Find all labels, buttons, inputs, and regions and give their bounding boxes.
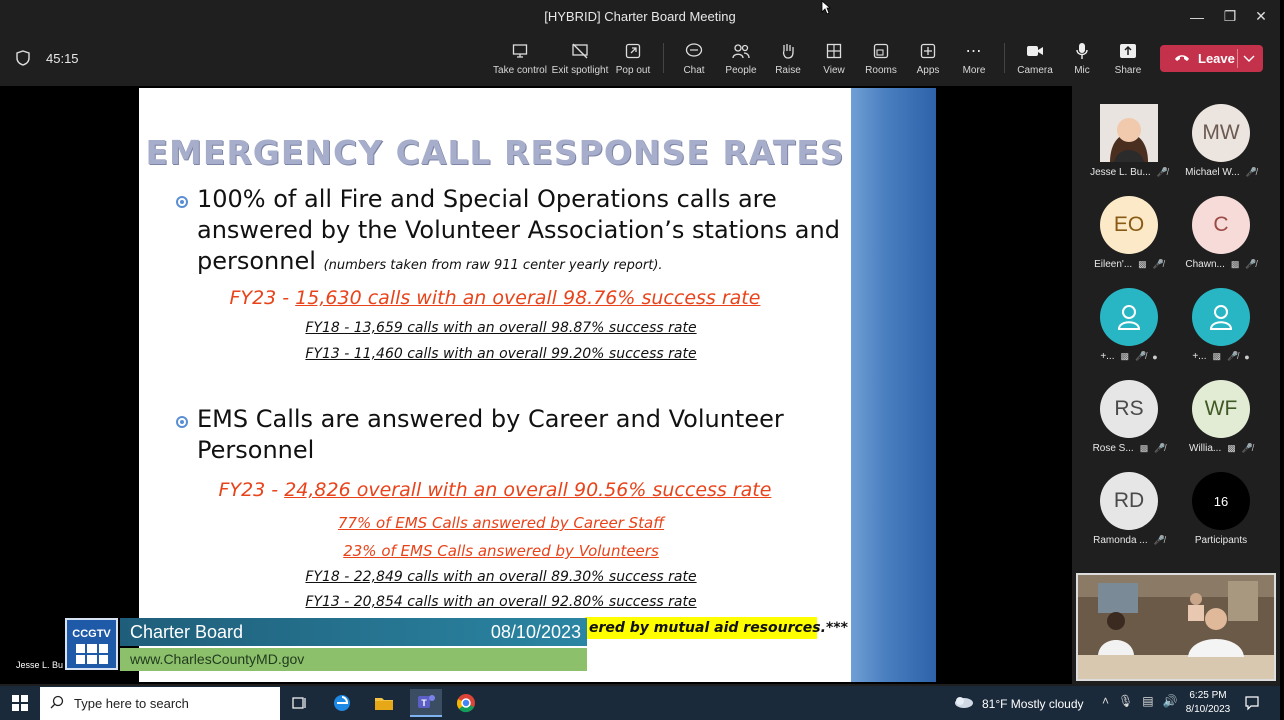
mouse-cursor-icon [821,0,831,15]
mic-muted-icon: 🎤̸ [1153,535,1165,545]
ems-fy23-stat [139,479,851,501]
camera-off-icon: ▩ [1139,443,1149,453]
rooms-label: Rooms [865,65,897,76]
speaker-icon[interactable]: 🔊 [1162,694,1178,708]
toolbar-divider [663,43,664,73]
shield-icon [16,50,30,66]
svg-text:T: T [421,698,427,708]
system-tray [1102,694,1178,708]
bullet2-line2: Personnel [197,436,315,464]
avatar-initials: RS [1100,380,1158,438]
participant-tile[interactable] [1084,370,1174,458]
mic-muted-icon: 🎤̸ [1152,259,1164,269]
camera-off-icon: ▩ [1138,259,1147,269]
participant-name: Rose S... [1092,443,1134,454]
mic-button[interactable] [1068,39,1096,83]
apps-button[interactable] [914,39,942,83]
chrome-icon[interactable] [450,689,482,717]
rooms-button[interactable] [864,39,898,83]
ccgtv-logo [65,618,118,670]
cloudy-weather-icon [952,695,974,712]
weather-widget[interactable] [952,695,1084,712]
avatar-initials: C [1192,196,1250,254]
avatar-initials: EO [1100,196,1158,254]
apps-icon [920,39,936,63]
participant-name-row [1084,167,1174,178]
ccgtv-logo-grid [76,644,108,664]
leave-divider [1237,49,1238,68]
bullet-icon [176,416,188,428]
bullet1-line3: personnel [197,247,316,275]
weather-text: 81°F Mostly cloudy [982,696,1084,711]
participant-tile[interactable] [1176,94,1266,182]
take-control-label: Take control [493,65,547,76]
participant-name: Willia... [1189,443,1222,454]
meeting-toolbar [0,33,1280,85]
chevron-down-icon[interactable] [1243,51,1255,66]
fire-fy13-stat: FY13 - 11,460 calls with an overall 99.20% success rate [305,346,697,362]
more-button[interactable] [960,39,988,83]
share-icon [1119,39,1137,63]
ems-fy18-stat: FY18 - 22,849 calls with an overall 89.30% success rate [305,569,697,585]
view-icon [826,39,842,63]
mic-label: Mic [1074,65,1090,76]
participant-name: Chawn... [1185,259,1225,270]
raise-hand-button[interactable] [774,39,802,83]
microphone-tray-icon[interactable]: 🎙 [1118,694,1134,708]
windows-logo-icon [12,695,28,711]
lower-third-url: www.CharlesCountyMD.gov [120,648,587,671]
people-label: People [725,65,757,76]
participant-tile[interactable] [1084,462,1174,550]
mic-muted-icon: 🎤̸ [1245,259,1257,269]
bullet1-note: (numbers taken from raw 911 center yearly report). [323,258,663,273]
shared-content-stage [0,86,1072,684]
bullet-icon [176,196,188,208]
participant-name-row [1176,443,1266,454]
mic-muted-icon: 🎤̸ [1227,351,1239,361]
camera-off-icon: ▩ [1120,351,1130,361]
bullet1-line2: answered by the Volunteer Association’s stations and [197,216,840,244]
mic-muted-icon: 🎤̸ [1245,167,1257,177]
participant-name: Eileen'... [1094,259,1133,270]
bullet1-line1: 100% of all Fire and Special Operations calls are [197,185,777,213]
toolbar-divider [1004,43,1005,73]
close-button[interactable]: ✕ [1255,8,1267,24]
program-name: Charter Board [130,622,244,642]
apps-label: Apps [916,65,940,76]
more-icon: ⋯ [965,43,983,60]
fire-fy18-stat: FY18 - 13,659 calls with an overall 98.87% success rate [305,320,697,336]
notifications-icon[interactable] [1244,695,1260,716]
exit-spotlight-button[interactable] [552,39,608,83]
slide-side-panel [851,88,936,682]
mic-muted-icon: 🎤̸ [1241,443,1253,453]
title-bar [0,0,1280,33]
clock-date: 8/10/2023 [1185,704,1231,715]
camera-icon [1026,39,1044,63]
fire-fy23-text: 15,630 calls with an overall 98.76% success rate [295,287,761,309]
chevron-up-icon[interactable]: ˄ [1102,694,1110,708]
ems-volunteer-stat: 23% of EMS Calls answered by Volunteers [343,542,659,560]
file-explorer-icon[interactable] [368,689,400,717]
teams-app-icon[interactable] [410,689,442,717]
mic-icon [1075,39,1089,63]
participant-name-row [1176,351,1266,362]
window-title: [HYBRID] Charter Board Meeting [544,9,736,24]
mic-muted-icon: 🎤̸ [1154,443,1166,453]
mic-muted-icon: 🎤̸ [1156,167,1168,177]
participant-tile[interactable] [1176,186,1266,274]
take-control-icon [512,39,528,63]
rooms-icon [873,39,889,63]
participant-name: Jesse L. Bu... [1090,167,1151,178]
view-label: View [823,65,845,76]
raise-hand-icon [780,39,796,63]
ems-career-stat: 77% of EMS Calls answered by Career Staff [337,514,665,532]
ccgtv-logo-text: CCGTV [72,628,111,640]
participant-name-row [1176,167,1266,178]
camera-off-icon: ▩ [1227,443,1236,453]
mutual-aid-footnote: ered by mutual aid resources.*** [585,617,817,639]
leave-label: Leave [1198,51,1235,66]
guest-avatar-icon [1192,288,1250,346]
clock-time: 6:25 PM [1189,690,1227,701]
bullet-fire-special-ops [197,184,847,281]
ems-fy23-text: 24,826 overall with an overall 90.56% success rate [284,479,772,501]
minimize-button[interactable]: — [1190,8,1204,25]
phone-hangup-icon [1174,51,1190,66]
participant-name-row [1176,259,1266,270]
participant-name: Ramonda ... [1093,535,1148,546]
search-icon [50,695,64,712]
exit-spotlight-icon [571,39,589,63]
windows-taskbar [0,686,1280,720]
room-video-feed [1078,575,1274,679]
bullet1-line3-wrap [197,246,847,281]
camera-button[interactable] [1018,39,1052,83]
network-icon[interactable]: ▤ [1142,694,1154,708]
participant-name-row [1084,443,1174,454]
search-placeholder: Type here to search [74,696,189,711]
participant-tile[interactable] [1084,94,1174,182]
chat-label: Chat [683,65,705,76]
person-icon: ● [1152,351,1158,362]
bullet2-line1: EMS Calls are answered by Career and Volunteer [197,405,784,433]
edge-browser-icon[interactable] [326,689,358,717]
avatar-initials: WF [1192,380,1250,438]
fire-fy23-prefix: FY23 - [229,287,296,309]
participant-tile[interactable] [1084,278,1174,366]
restore-button[interactable]: ❐ [1223,8,1237,24]
fire-fy23-stat [139,287,851,309]
share-button[interactable] [1114,39,1142,83]
view-button[interactable] [820,39,848,83]
share-label: Share [1114,65,1142,76]
participants-label: Participants [1194,535,1248,546]
participant-tile[interactable] [1176,370,1266,458]
participant-name: +... [1192,351,1207,362]
ems-fy23-prefix: FY23 - [218,479,285,501]
raise-label: Raise [775,65,801,76]
guest-avatar-icon [1100,288,1158,346]
meeting-timer: 45:15 [46,51,79,66]
self-view-video[interactable] [1076,573,1276,681]
participants-count: 16 [1192,472,1250,530]
slide-title: EMERGENCY CALL RESPONSE RATES [145,133,845,172]
people-button[interactable] [725,39,757,83]
exit-spotlight-label: Exit spotlight [551,65,609,76]
mic-muted-icon: 🎤̸ [1135,351,1147,361]
taskbar-clock[interactable] [1184,689,1232,717]
participant-tile[interactable] [1176,278,1266,366]
avatar-initials: MW [1192,104,1250,162]
participant-name: +... [1100,351,1115,362]
participant-name: Michael W... [1185,167,1240,178]
bullet-ems [197,404,847,466]
start-button[interactable] [0,686,40,720]
pop-out-button[interactable] [615,39,651,83]
participants-count-tile[interactable] [1176,462,1266,550]
pop-out-icon [625,39,641,63]
participant-name-row [1084,351,1174,362]
pop-out-label: Pop out [615,65,651,76]
presentation-slide [139,88,851,682]
camera-label: Camera [1017,65,1053,76]
camera-off-icon: ▩ [1230,259,1240,269]
taskbar-search-input[interactable] [40,687,280,720]
chat-button[interactable] [680,39,708,83]
camera-off-icon: ▩ [1212,351,1222,361]
task-view-icon[interactable] [284,689,316,717]
people-icon [732,39,750,63]
ems-fy13-stat: FY13 - 20,854 calls with an overall 92.80% success rate [305,594,697,610]
program-date: 08/10/2023 [490,622,581,642]
take-control-button[interactable] [495,39,545,83]
avatar-initials: RD [1100,472,1158,530]
chat-icon [685,39,703,63]
more-label: More [962,65,986,76]
participant-name-row [1084,535,1174,546]
avatar-photo [1100,104,1158,162]
participant-tile[interactable] [1084,186,1174,274]
lower-third-title-bar [120,618,587,646]
participant-name-row [1084,259,1174,270]
person-icon: ● [1244,351,1250,362]
presenter-name: Jesse L. Bu [16,660,64,670]
leave-button[interactable] [1160,45,1263,72]
